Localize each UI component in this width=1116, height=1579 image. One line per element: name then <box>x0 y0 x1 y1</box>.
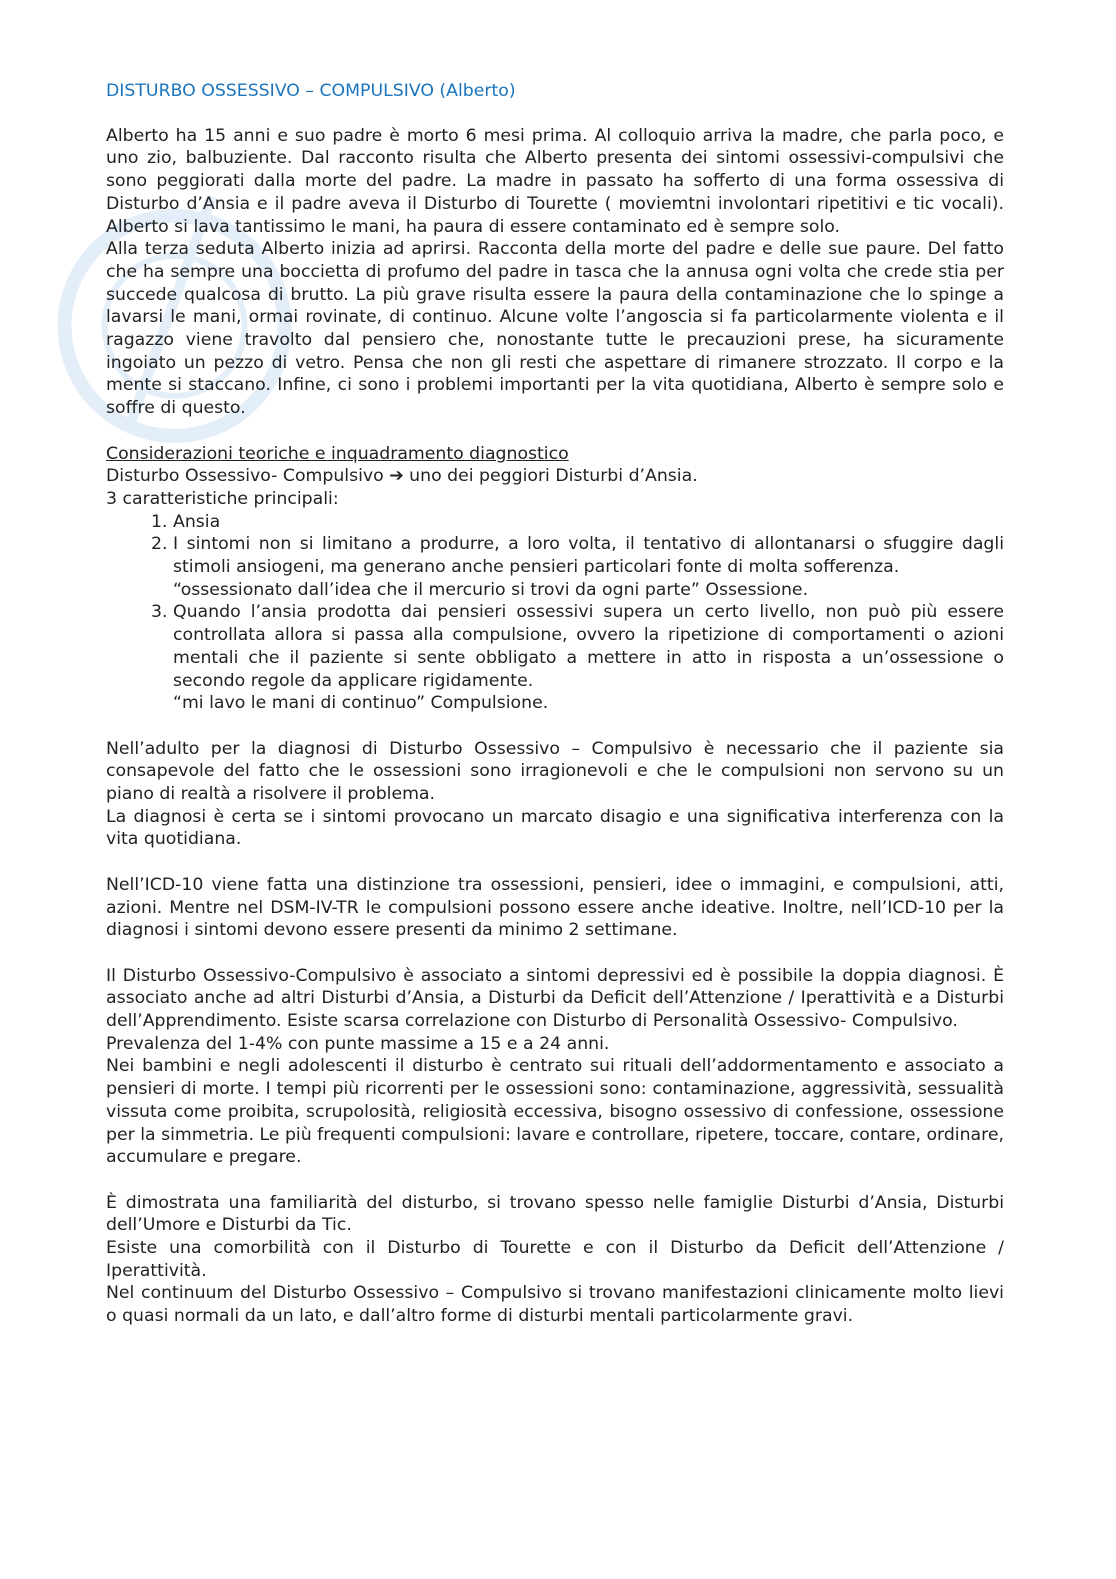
case-paragraph-2: Alla terza seduta Alberto inizia ad aprirsi. Racconta della morte del padre e delle sue paure. Del fatto che ha sempre una boccietta di profumo del padre in tasca che la annusa ogni volta che crede stia per succede qualcosa di brutto. La più grave risulta essere la paura della contaminazione che lo spinge a lavarsi le mani, ormai rovinate, di continuo. Alcune volte l’angoscia si fa particolarmente violenta e il ragazzo viene travolto dal pensiero che, nonostante tutte le precauzioni prese, ha sicuramente ingoiato un pezzo di vetro. Pensa che non gli resti che aspettare di rimanere strozzato. Il corpo e la mente si staccano. Infine, ci sono i problemi importanti per la vita quotidiana, Alberto è sempre solo e soffre di questo. <box>106 239 1004 419</box>
body-paragraph: Esiste una comorbilità con il Disturbo di Tourette e con il Disturbo da Deficit dell’Attenzione / Iperattività. <box>106 1238 1004 1281</box>
body-paragraph: È dimostrata una familiarità del disturbo, si trovano spesso nelle famiglie Disturbi d’Ansia, Disturbi dell’Umore e Disturbi da Tic. <box>106 1192 1004 1236</box>
body-paragraph: Nell’adulto per la diagnosi di Disturbo Ossessivo – Compulsivo è necessario che il paziente sia consapevole del fatto che le ossessioni sono irragionevoli e che le compulsioni non servono su un piano di realtà a risolvere il problema. <box>106 738 1004 805</box>
section-heading: Considerazioni teoriche e inquadramento diagnostico <box>106 443 569 464</box>
body-paragraph: La diagnosi è certa se i sintomi provocano un marcato disagio e una significativa interferenza con la vita quotidiana. <box>106 806 1004 850</box>
characteristics-intro: 3 caratteristiche principali: <box>106 488 339 509</box>
list-item-example: “ossessionato dall’idea che il mercurio si trovi da ogni parte” Ossessione. <box>173 579 809 600</box>
definition-line <box>106 465 1004 488</box>
characteristics-list <box>106 511 1004 715</box>
list-item <box>173 533 1004 601</box>
arrow-right-icon: ➔ <box>389 466 404 487</box>
document-page <box>106 80 1004 1328</box>
page-title: DISTURBO OSSESSIVO – COMPULSIVO (Alberto) <box>106 81 516 101</box>
list-item-text: Ansia <box>173 511 221 532</box>
definition-text: uno dei peggiori Disturbi d’Ansia. <box>409 466 698 487</box>
body-paragraph: Nei bambini e negli adolescenti il disturbo è centrato sui rituali dell’addormentamento e associato a pensieri di morte. I tempi più ricorrenti per le ossessioni sono: contaminazione, aggressività, sessualità vissuta come proibita, scrupolosità, religiosità eccessiva, bisogno ossessivo di confessione, ossessione per la simmetria. Le più frequenti compulsioni: lavare e controllare, ripetere, toccare, contare, ordinare, accumulare e pregare. <box>106 1056 1004 1168</box>
list-item <box>173 601 1004 715</box>
body-paragraph: Prevalenza del 1-4% con punte massime a 15 e a 24 anni. <box>106 1033 610 1054</box>
list-item-example: “mi lavo le mani di continuo” Compulsione. <box>173 693 549 714</box>
body-paragraph: Nell’ICD-10 viene fatta una distinzione tra ossessioni, pensieri, idee o immagini, e compulsioni, atti, azioni. Mentre nel DSM-IV-TR le compulsioni possono essere anche ideative. Inoltre, nell’ICD-10 per la diagnosi i sintomi devono essere presenti da minimo 2 settimane. <box>106 874 1004 941</box>
body-paragraph: Il Disturbo Ossessivo-Compulsivo è associato a sintomi depressivi ed è possibile la doppia diagnosi. È associato anche ad altri Disturbi d’Ansia, a Disturbi da Deficit dell’Attenzione / Iperattività e a Disturbi dell’Apprendimento. Esiste scarsa correlazione con Disturbo di Personalità Ossessivo- Compulsivo. <box>106 965 1004 1032</box>
list-item-text: Quando l’ansia prodotta dai pensieri ossessivi supera un certo livello, non può più essere controllata allora si passa alla compulsione, ovvero la ripetizione di comportamenti o azioni mentali che il paziente si sente obbligato a mettere in atto in risposta a un’ossessione o secondo regole da applicare rigidamente. <box>173 602 1004 691</box>
list-item-text: I sintomi non si limitano a produrre, a loro volta, il tentativo di allontanarsi o sfuggire dagli stimoli ansiogeni, ma generano anche pensieri particolari fonte di molta sofferenza. <box>173 534 1004 578</box>
list-item <box>173 511 1004 534</box>
body-paragraph: Nel continuum del Disturbo Ossessivo – Compulsivo si trovano manifestazioni clinicamente molto lievi o quasi normali da un lato, e dall’altro forme di disturbi mentali particolarmente gravi. <box>106 1283 1004 1327</box>
definition-term: Disturbo Ossessivo- Compulsivo <box>106 466 384 487</box>
case-paragraph-1: Alberto ha 15 anni e suo padre è morto 6 mesi prima. Al colloquio arriva la madre, che parla poco, e uno zio, balbuziente. Dal racconto risulta che Alberto presenta dei sintomi ossessivi-compulsivi che sono peggiorati dalla morte del padre. La madre in passato ha sofferto di una forma ossessiva di Disturbo d’Ansia e il padre aveva il Disturbo di Tourette ( moviemtni involontari ripetitivi e tic vocali). Alberto si lava tantissimo le mani, ha paura di essere contaminato ed è sempre solo. <box>106 125 1004 237</box>
